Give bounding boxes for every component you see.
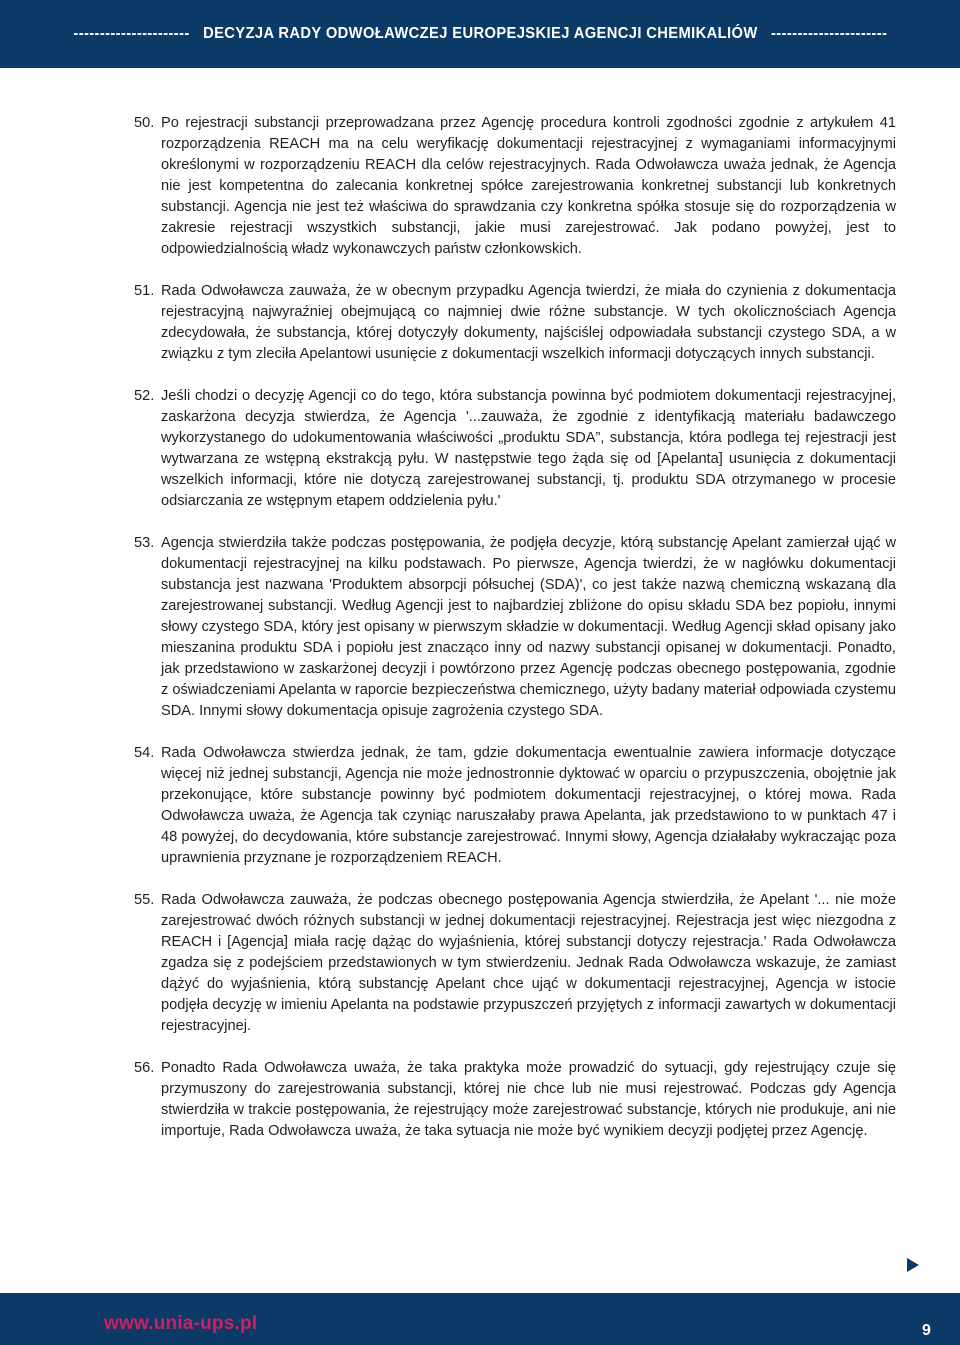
paragraph-number: 52. bbox=[134, 388, 155, 404]
paragraph-number: 50. bbox=[134, 115, 155, 131]
paragraph-text: Po rejestracji substancji przeprowadzana przez Agencję procedura kontroli zgodności zgodnie z artykułem 41 rozporządzenia REACH ma na celu weryfikację dokumentacji rejestracyjnej z wymaganiami informacyjnymi określonymi w rozporządzeniu REACH dla celów rejestracyjnych. Rada Odwoławcza uważa jednak, że Agencja nie jest kompetentna do zalecania konkretnej spółce zarejestrowania konkretnej substancji lub konkretnych substancji. Agencja nie jest też właściwa do sprawdzania czy konkretna spółka stosuje się do rozporządzenia w zakresie rejestracji wszystkich substancji, jakie musi zarejestrować. Jak podano powyżej, jest to odpowiedzialnością władz wykonawczych państw członkowskich. bbox=[161, 115, 896, 257]
triangle-right-icon bbox=[907, 1258, 919, 1272]
footer-url-link[interactable]: www.unia-ups.pl bbox=[104, 1313, 258, 1334]
header-title: ---------------------- DECYZJA RADY ODWOŁAWCZEJ EUROPEJSKIEJ AGENCJI CHEMIKALIÓW ---------------------- bbox=[73, 25, 887, 42]
paragraph-50 bbox=[134, 113, 896, 260]
document-body bbox=[134, 113, 896, 1163]
paragraph-56 bbox=[134, 1058, 896, 1142]
paragraph-text: Rada Odwoławcza zauważa, że w obecnym przypadku Agencja twierdzi, że miała do czynienia z dokumentacja rejestracyjną najwyraźniej obejmującą co najmniej dwie różne substancje. W tych okolicznościach Agencja zdecydowała, że substancja, której dotyczyły dokumenty, najściślej odpowiadała substancji czystego SDA, a w związku z tym zleciła Apelantowi usunięcie z dokumentacji wszelkich informacji dotyczących innych substancji. bbox=[161, 283, 896, 362]
paragraph-52 bbox=[134, 386, 896, 512]
paragraph-text: Agencja stwierdziła także podczas postępowania, że podjęła decyzje, którą substancję Apelant zamierzał ująć w dokumentacji rejestracyjnej na kilku podstawach. Po pierwsze, Agencja twierdzi, że w nagłówku dokumentacji substancja jest nazwana 'Produktem absorpcji półsuchej (SDA)', co jest także nazwą chemiczną wskazaną dla zarejestrowanej substancji. Według Agencji jest to najbardziej zbliżone do opisu składu SDA bez popiołu, innymi słowy czystego SDA, który jest opisany w pierwszym składzie w dokumentacji. Według Agencji skład opisany jako mieszanina produktu SDA i popiołu jest znacząco inny od nazwy substancji opisanej w dokumentacji. Ponadto, jak przedstawiono w zaskarżonej decyzji i powtórzono przez Agencję podczas obecnego postępowania, zgodnie z oświadczeniami Apelanta w raporcie bezpieczeństwa chemicznego, użyty badany materiał odpowiada czystemu SDA. Innymi słowy dokumentacja opisuje zagrożenia czystego SDA. bbox=[161, 535, 896, 719]
paragraph-51 bbox=[134, 281, 896, 365]
paragraph-55 bbox=[134, 890, 896, 1037]
paragraph-number: 53. bbox=[134, 535, 155, 551]
paragraph-number: 54. bbox=[134, 745, 155, 761]
header-band bbox=[0, 0, 960, 68]
page-number: 9 bbox=[922, 1322, 931, 1339]
paragraph-text: Rada Odwoławcza stwierdza jednak, że tam, gdzie dokumentacja ewentualnie zawiera informacje dotyczące więcej niż jednej substancji, Agencja nie może jednostronnie dyktować w oparciu o przypuszczenia, obojętnie jak przekonujące, które substancje powinny być podmiotem dokumentacji rejestracyjnej, o której mowa. Rada Odwoławcza uważa, że Agencja tak czyniąc naruszałaby prawa Apelanta, jak przedstawiono to w punktach 47 i 48 powyżej, do decydowania, które substancje zarejestrować. Innymi słowy, Agencja działałaby wykraczając poza uprawnienia przyznane je rozporządzeniem REACH. bbox=[161, 745, 896, 866]
paragraph-number: 56. bbox=[134, 1060, 155, 1076]
paragraph-53 bbox=[134, 533, 896, 722]
paragraph-text: Ponadto Rada Odwoławcza uważa, że taka praktyka może prowadzić do sytuacji, gdy rejestrujący czuje się przymuszony do zarejestrowania substancji, której nie chce lub nie musi rejestrować. Podczas gdy Agencja stwierdziła w trakcie postępowania, że rejestrujący może zarejestrować substancje, których nie produkuje, ani nie importuje, Rada Odwoławcza uważa, że taka sytuacja nie może być wynikiem decyzji podjętej przez Agencję. bbox=[161, 1060, 896, 1139]
paragraph-number: 55. bbox=[134, 892, 155, 908]
paragraph-54 bbox=[134, 743, 896, 869]
paragraph-text: Jeśli chodzi o decyzję Agencji co do tego, która substancja powinna być podmiotem dokumentacji rejestracyjnej, zaskarżona decyzja stwierdza, że Agencja '...zauważa, że zgodnie z identyfikacją materiału badawczego wykorzystanego do udokumentowania właściwości „produktu SDA”, substancja, która podlega tej rejestracji jest wytwarzana ze wstępną ekstrakcją pyłu. W następstwie tego żąda się od [Apelanta] usunięcia z dokumentacji wszelkich informacji, które nie dotyczą zarejestrowanej substancji, tj. produktu SDA otrzymanego w procesie odsiarczania ze wstępnym etapem oddzielenia pyłu.' bbox=[161, 388, 896, 509]
paragraph-number: 51. bbox=[134, 283, 155, 299]
paragraph-text: Rada Odwoławcza zauważa, że podczas obecnego postępowania Agencja stwierdziła, że Apelant '... nie może zarejestrować dwóch różnych substancji w jednej dokumentacji rejestracyjnej. Rejestracja jest więc niezgodna z REACH i [Agencja] miała rację dążąc do wyjaśnienia, której substancji dotyczy rejestracja.' Rada Odwoławcza zgadza się z podejściem przedstawionych w tym stwierdzeniu. Jednak Rada Odwoławcza wskazuje, że zamiast dążyć do wyjaśnienia, którą substancję Apelant chce ująć w dokumentacji rejestracyjnej, Agencja w istocie podjęła decyzję w imieniu Apelanta na podstawie przypuszczeń przyjętych z informacji zawartych w dokumentacji rejestracyjnej. bbox=[161, 892, 896, 1034]
